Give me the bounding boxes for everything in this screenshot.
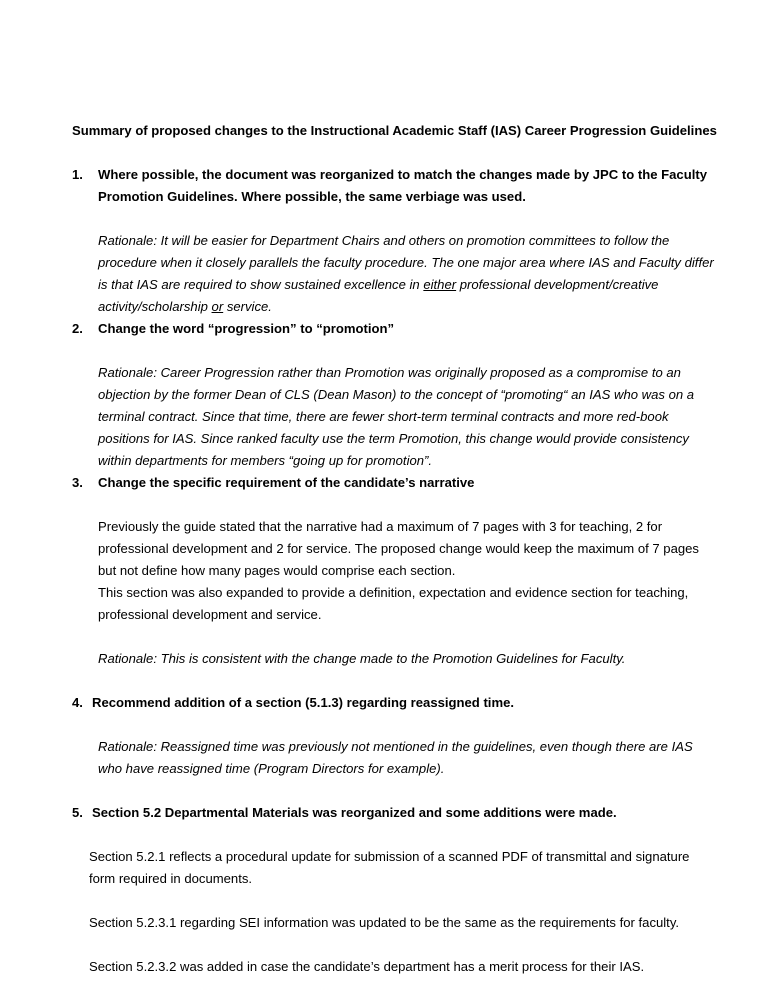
item-5-heading: 5. Section 5.2 Departmental Materials was reorganized and some additions were made.: [72, 802, 617, 824]
item-3-heading: 3. Change the specific requirement of the candidate’s narrative: [72, 472, 474, 494]
document-title: Summary of proposed changes to the Instructional Academic Staff (IAS) Career Progression Guidelines: [72, 123, 717, 138]
item-5-number: 5.: [72, 805, 83, 820]
item-4-number: 4.: [72, 695, 83, 710]
item-1-heading: [72, 164, 707, 186]
item-5-paragraph-1: Section 5.2.1 reflects a procedural update for submission of a scanned PDF of transmittal and signature form required in documents.: [89, 849, 690, 886]
item-1-heading-line1: Where possible, the document was reorganized to match the changes made by JPC to the Faculty: [98, 167, 707, 182]
item-3-paragraph-2: This section was also expanded to provide a definition, expectation and evidence section for teaching, professional development and service.: [98, 585, 689, 622]
item-2-rationale: Rationale: Career Progression rather than Promotion was originally proposed as a compromise to an objection by the former Dean of CLS (Dean Mason) to the concept of “promoting“ an IAS who was on a terminal contract. Since that time, there are fewer short-term terminal contracts and more red-book positions for IAS. Since ranked faculty use the term Promotion, this change would provide consistency within departments for members “going up for promotion”.: [98, 365, 695, 468]
item-2-number: 2.: [72, 321, 83, 336]
item-4-heading: 4. Recommend addition of a section (5.1.3) regarding reassigned time.: [72, 692, 514, 714]
item-1-number: 1.: [72, 167, 83, 182]
item-3-rationale: Rationale: This is consistent with the change made to the Promotion Guidelines for Faculty.: [98, 651, 626, 666]
item-5-paragraph-3: Section 5.2.3.2 was added in case the candidate’s department has a merit process for their IAS.: [89, 959, 645, 974]
item-2-heading: 2. Change the word “progression” to “promotion”: [72, 318, 394, 340]
item-5-paragraph-2: Section 5.2.3.1 regarding SEI information was updated to be the same as the requirements for faculty.: [89, 915, 680, 930]
item-3-number: 3.: [72, 475, 83, 490]
item-1-heading-line2: Promotion Guidelines. Where possible, the same verbiage was used.: [98, 189, 526, 204]
item-4-rationale: Rationale: Reassigned time was previously not mentioned in the guidelines, even though there are IAS who have reassigned time (Program Directors for example).: [98, 739, 693, 776]
item-1-rationale: Rationale: It will be easier for Department Chairs and others on promotion committees to follow the procedure when it closely parallels the faculty procedure. The one major area where IAS and Faculty differ is that IAS are required to show sustained excellence in either professional development/creative activity/scholarship or service.: [98, 233, 714, 314]
item-3-paragraph-1: Previously the guide stated that the narrative had a maximum of 7 pages with 3 for teaching, 2 for professional development and 2 for service. The proposed change would keep the maximum of 7 pages but not define how many pages would comprise each section.: [98, 519, 699, 578]
